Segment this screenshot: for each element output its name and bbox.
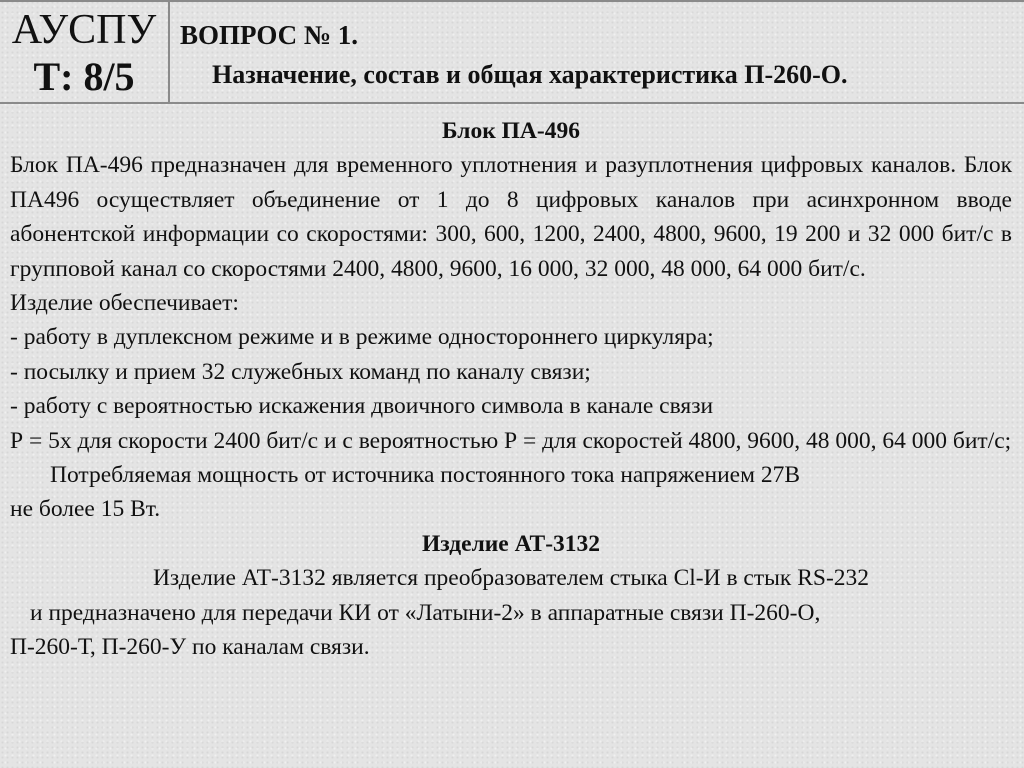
power-limit-line: не более 15 Вт. xyxy=(10,496,161,523)
question-title: Назначение, состав и общая характеристика П-260-О. xyxy=(212,60,848,89)
pa496-description: Блок ПА-496 предназначен для временного уплотнения и разуплотнения цифровых каналов. Блок ПА496 осуществляет объединение от 1 до 8 цифровых каналов при асинхронном вводе абонентской информации со скоростями: 300, 600, 1200, 2400, 4800, 9600, 19 200 и 32 000 бит/с в групповой канал со скоростями 2400, 4800, 9600, 16 000, 32 000, 48 000, 64 000 бит/с. xyxy=(10,152,1012,282)
slide-content xyxy=(10,114,1012,665)
course-code: АУСПУ xyxy=(11,7,157,53)
list-item: - работу с вероятностью искажения двоичного символа в канале связи xyxy=(10,393,714,420)
probability-text: Р = 5х для скорости 2400 бит/с и с вероятностью Р = для скоростей 4800, 9600, 48 000, 64 000 бит/с; xyxy=(10,427,1012,454)
list-item: - работу в дуплексном режиме и в режиме одностороннего циркуляра; xyxy=(10,324,714,351)
at3132-line3: П-260-Т, П-260-У по каналам связи. xyxy=(10,634,370,661)
section-heading-at3132: Изделие АТ-3132 xyxy=(421,530,601,557)
provides-label: Изделие обеспечивает: xyxy=(10,290,239,317)
power-consumption-line: Потребляемая мощность от источника постоянного тока напряжением 27В xyxy=(50,462,801,489)
slide-header xyxy=(0,0,1024,104)
topic-number: Т: 8/5 xyxy=(33,54,135,99)
question-number: ВОПРОС № 1. xyxy=(180,20,359,50)
course-code-box xyxy=(0,2,170,102)
at3132-line1: Изделие АТ-3132 является преобразователем стыка Cl-И в стык RS-232 xyxy=(152,565,870,592)
at3132-line2: и предназначено для передачи КИ от «Латыни-2» в аппаратные связи П-260-О, xyxy=(30,599,821,626)
section-heading-pa496: Блок ПА-496 xyxy=(442,118,580,144)
list-item: - посылку и прием 32 служебных команд по каналу связи; xyxy=(10,358,591,385)
